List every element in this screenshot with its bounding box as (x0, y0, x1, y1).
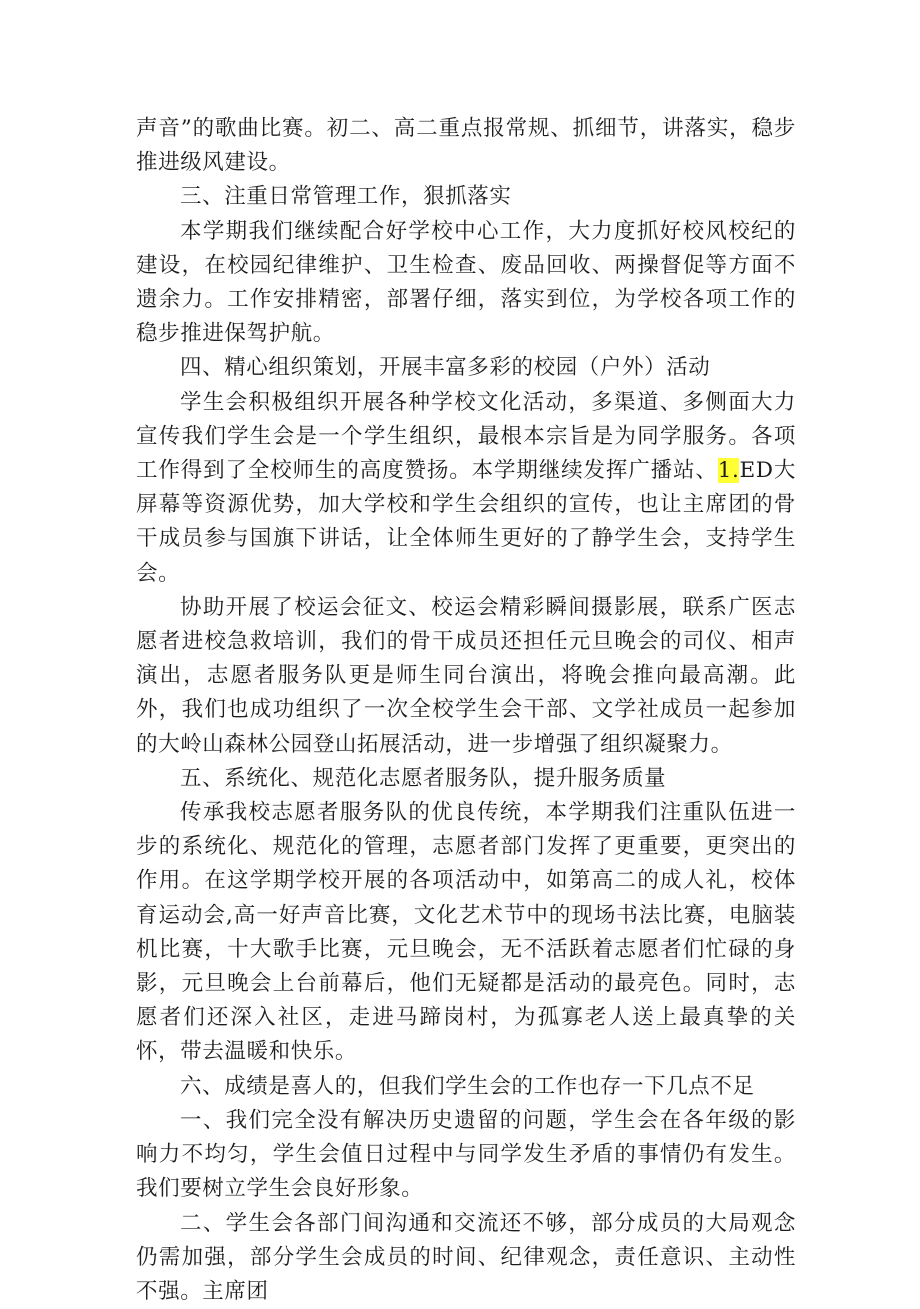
section-heading-6: 六、成绩是喜人的，但我们学生会的工作也存一下几点不足 (136, 1070, 796, 1104)
section-heading-5: 五、系统化、规范化志愿者服务队，提升服务质量 (136, 762, 796, 796)
section-heading-4: 四、精心组织策划，开展丰富多彩的校园（户外）活动 (136, 351, 796, 385)
paragraph-daily-management: 本学期我们继续配合好学校中心工作，大力度抓好校风校纪的建设，在校园纪律维护、卫生检查、废品回收、两操督促等方面不遗余力。工作安排精密，部署仔细，落实到位，为学校各项工作的稳步推进保驾护航。 (136, 215, 796, 352)
paragraph-campus-activities-part2: ED大屏幕等资源优势，加大学校和学生会组织的宣传，也让主席团的骨干成员参与国旗下讲话，让全体师生更好的了静学生会，支持学生会。 (136, 458, 796, 586)
paragraph-campus-activities (136, 386, 796, 591)
paragraph-shortcoming-2: 二、学生会各部门间沟通和交流还不够，部分成员的大局观念仍需加强，部分学生会成员的时间、纪律观念，责任意识、主动性不强。主席团 (136, 1207, 796, 1309)
paragraph-volunteers: 传承我校志愿者服务队的优良传统，本学期我们注重队伍进一步的系统化、规范化的管理，志愿者部门发挥了更重要，更突出的作用。在这学期学校开展的各项活动中，如第高二的成人礼，校体育运动会,高一好声音比赛，文化艺术节中的现场书法比赛，电脑装机比赛，十大歌手比赛，元旦晚会，无不活跃着志愿者们忙碌的身影，元旦晚会上台前幕后，他们无疑都是活动的最亮色。同时，志愿者们还深入社区，走进马蹄岗村，为孤寡老人送上最真挚的关怀，带去温暖和快乐。 (136, 796, 796, 1070)
highlighted-text: 1. (718, 458, 740, 483)
document-body (136, 112, 796, 1309)
paragraph-sports-meeting: 协助开展了校运会征文、校运会精彩瞬间摄影展，联系广医志愿者进校急救培训，我们的骨干成员还担任元旦晚会的司仪、相声演出，志愿者服务队更是师生同台演出，将晚会推向最高潮。此外，我们也成功组织了一次全校学生会干部、文学社成员一起参加的大岭山森林公园登山拓展活动，进一步增强了组织凝聚力。 (136, 591, 796, 762)
paragraph-campus-activities-part1: 学生会积极组织开展各种学校文化活动，多渠道、多侧面大力宣传我们学生会是一个学生组织，最根本宗旨是为同学服务。各项工作得到了全校师生的高度赞扬。本学期继续发挥广播站、 (136, 390, 796, 483)
paragraph-continued: 声音”的歌曲比赛。初二、高二重点报常规、抓细节，讲落实，稳步推进级风建设。 (136, 112, 796, 180)
section-heading-3: 三、注重日常管理工作，狠抓落实 (136, 180, 796, 214)
paragraph-shortcoming-1: 一、我们完全没有解决历史遗留的问题，学生会在各年级的影响力不均匀，学生会值日过程中与同学发生矛盾的事情仍有发生。我们要树立学生会良好形象。 (136, 1104, 796, 1207)
